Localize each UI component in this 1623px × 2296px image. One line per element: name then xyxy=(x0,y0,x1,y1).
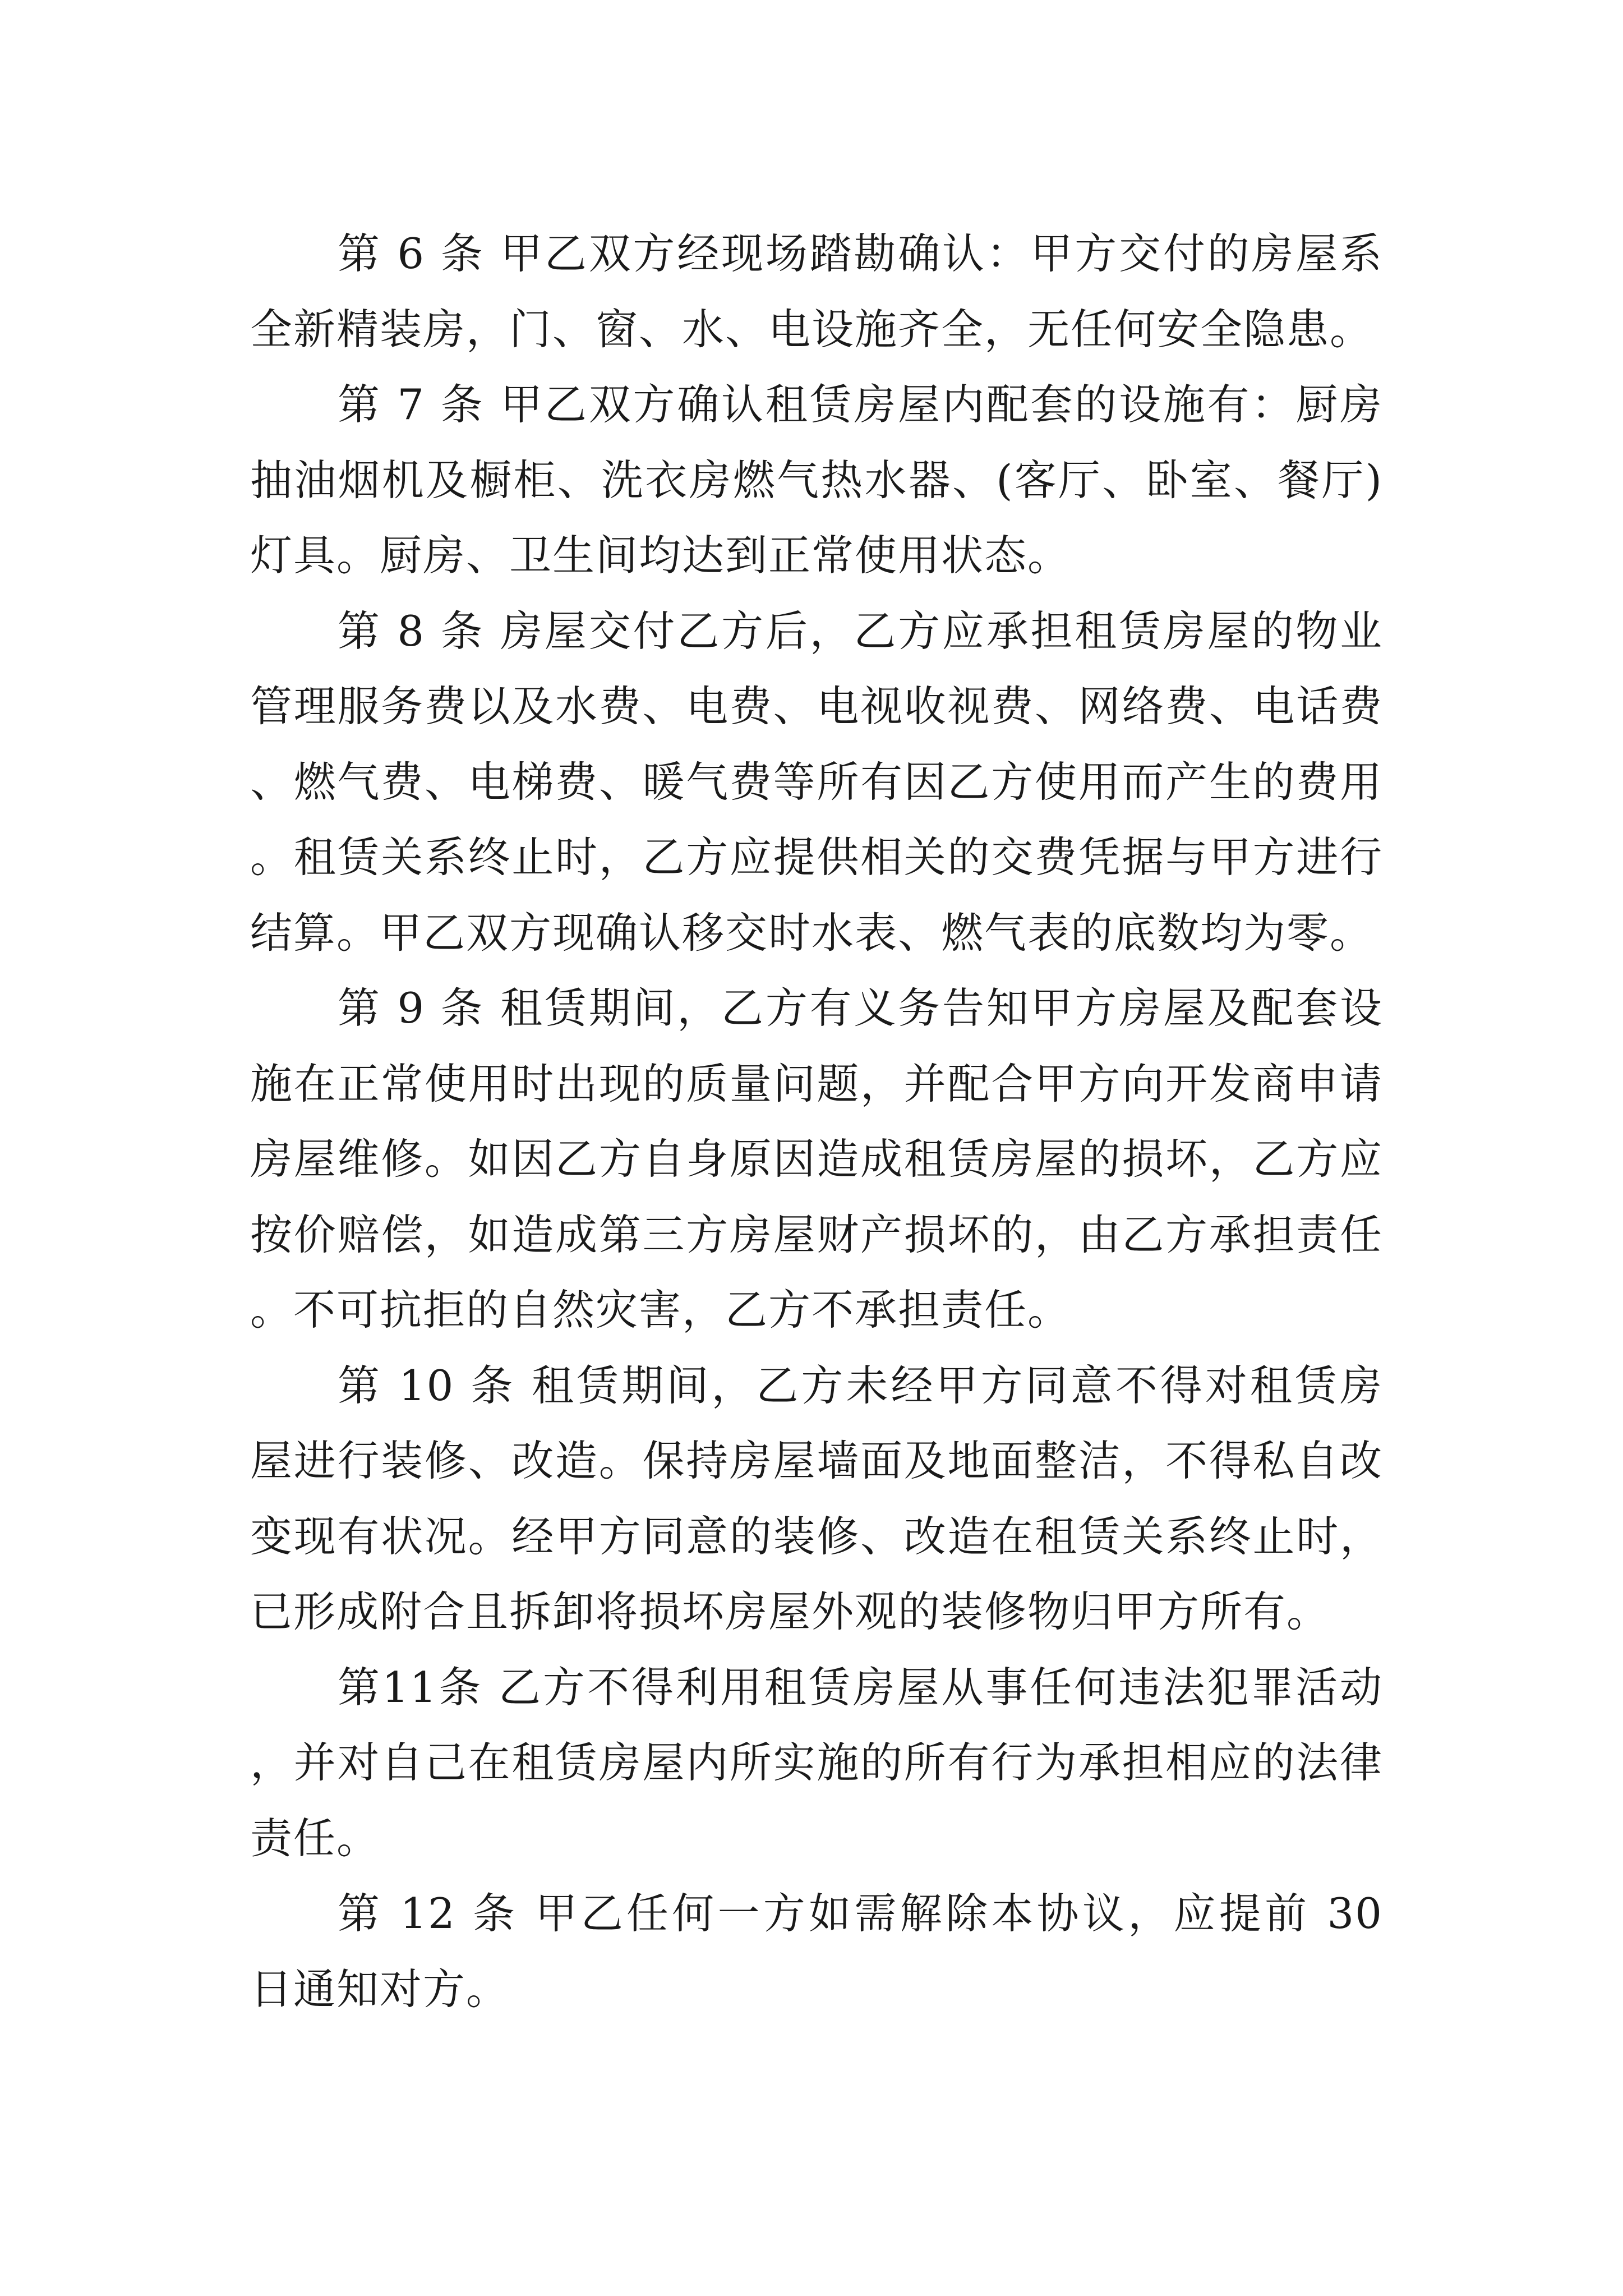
article-11-paragraph: 第11条 乙方不得利用租赁房屋从事任何违法犯罪活动，并对自己在租赁房屋内所实施的所有行为承担相应的法律责任。 xyxy=(250,1662,1383,1863)
article-8-paragraph: 第 8 条 房屋交付乙方后，乙方应承担租赁房屋的物业管理服务费以及水费、电费、电视收视费、网络费、电话费、燃气费、电梯费、暖气费等所有因乙方使用而产生的费用。租赁关系终止时，乙方应提供相关的交费凭据与甲方进行结算。甲乙双方现确认移交时水表、燃气表的底数均为零。 xyxy=(250,606,1383,958)
article-9-paragraph: 第 9 条 租赁期间，乙方有义务告知甲方房屋及配套设施在正常使用时出现的质量问题，并配合甲方向开发商申请房屋维修。如因乙方自身原因造成租赁房屋的损坏，乙方应按价赔偿，如造成第三方房屋财产损坏的，由乙方承担责任。不可抗拒的自然灾害，乙方不承担责任。 xyxy=(250,983,1383,1335)
article-10-paragraph: 第 10 条 租赁期间，乙方未经甲方同意不得对租赁房屋进行装修、改造。保持房屋墙面及地面整洁，不得私自改变现有状况。经甲方同意的装修、改造在租赁关系终止时，已形成附合且拆卸将损坏房屋外观的装修物归甲方所有。 xyxy=(250,1360,1383,1636)
article-12-paragraph: 第 12 条 甲乙任何一方如需解除本协议，应提前 30 日通知对方。 xyxy=(250,1889,1383,2014)
article-6-paragraph: 第 6 条 甲乙双方经现场踏勘确认：甲方交付的房屋系全新精装房，门、窗、水、电设施齐全，无任何安全隐患。 xyxy=(250,229,1383,354)
article-7-paragraph: 第 7 条 甲乙双方确认租赁房屋内配套的设施有：厨房抽油烟机及橱柜、洗衣房燃气热水器、(客厅、卧室、餐厅)灯具。厨房、卫生间均达到正常使用状态。 xyxy=(250,380,1383,580)
contract-body xyxy=(250,216,1383,2027)
